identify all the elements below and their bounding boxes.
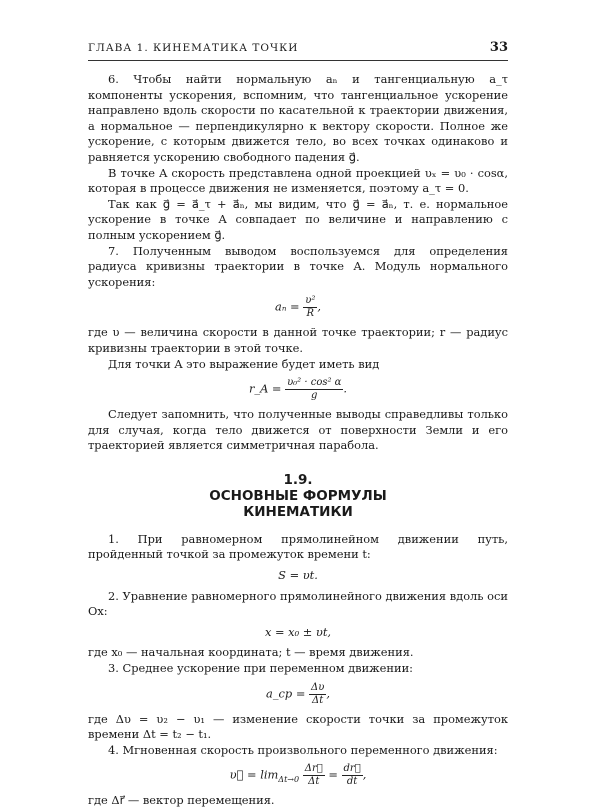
- paragraph-remember: Следует запомнить, что полученные выводы справедливы только для случая, когда тело движется от поверхности Земли и его траекторией является симметричная парабола.: [88, 407, 508, 453]
- page-header: [88, 40, 508, 60]
- page-number: 33: [489, 40, 508, 55]
- running-title: ГЛАВА 1. КИНЕМАТИКА ТОЧКИ: [88, 42, 299, 54]
- formula-vel-lhs: υ⃗ = lim: [229, 767, 279, 782]
- paragraph-7: 7. Полученным выводом воспользуемся для определения радиуса кривизны траектории в точке A. Модуль нормального ускорения:: [88, 243, 508, 289]
- section-title-line2: КИНЕМАТИКИ: [243, 503, 353, 520]
- formula-curvature-radius: r_A = $\frac{\text{υ₀² · cos² α}}{g}$ .: [248, 377, 348, 402]
- formula-coordinate: x = x₀ ± υt,: [264, 624, 332, 639]
- formula-acc-lhs: a_ср =: [266, 686, 306, 701]
- formula-item-1-text: 1. При равномерном прямолинейном движении путь, пройденный точкой за промежуток времени t:: [88, 531, 508, 562]
- section-number: 1.9.: [283, 471, 313, 488]
- formula-instant-velocity: υ⃗ = $\lim_{\Delta t\to 0}$ $\frac{\Delta r⃗}{\Delta t}$ = $\frac{dr⃗}{dt}$ ,: [229, 763, 367, 788]
- paragraph-point-a: В точке A скорость представлена одной проекцией υₓ = υ₀ · cosα, которая в процессе движения не изменяется, поэтому a_τ = 0.: [88, 165, 508, 196]
- formula-item-4-text: 4. Мгновенная скорость произвольного переменного движения:: [108, 742, 498, 757]
- formula-an-fraction: [303, 295, 317, 320]
- formula-vel-fraction-1: [303, 763, 325, 788]
- formula-vel-numerator-1: Δr⃗: [304, 763, 323, 775]
- formula-an-denominator: R: [306, 308, 315, 320]
- formula-vel-fraction-2: [342, 763, 363, 788]
- paragraph-where-v: где υ — величина скорости в данной точке траектории; r — радиус кривизны траектории в этой точке.: [88, 325, 508, 355]
- formula-ra-fraction: [285, 377, 343, 402]
- header-rule: [88, 60, 508, 61]
- paragraph-where-dr: где Δr⃗ — вектор перемещения.: [88, 793, 275, 808]
- formula-ra-lhs: r_A =: [248, 381, 282, 396]
- section-title-line1: ОСНОВНЫЕ ФОРМУЛЫ: [209, 487, 387, 504]
- formula-vel-limit-sub: Δt→0: [278, 775, 300, 785]
- formula-item-3-text: 3. Среднее ускорение при переменном движении:: [108, 661, 414, 676]
- formula-vel-denominator-1: Δt: [308, 776, 320, 788]
- formula-path: S = υt.: [278, 568, 318, 583]
- formula-an-lhs: aₙ =: [275, 299, 300, 314]
- formula-vel-denominator-2: dt: [346, 776, 358, 788]
- paragraph-where-x0: где x₀ — начальная координата; t — время движения.: [88, 645, 414, 660]
- formula-ra-denominator: g: [311, 390, 318, 402]
- paragraph-where-dv: где Δυ = υ₂ − υ₁ — изменение скорости точки за промежуток времени Δt = t₂ − t₁.: [88, 711, 508, 742]
- paragraph-since: Так как g⃗ = a⃗_τ + a⃗ₙ, мы видим, что g⃗ = a⃗ₙ, т. е. нормальное ускорение в точке A совпадает по величине и направлению с полным ускорением g⃗.: [88, 196, 508, 242]
- formula-vel-numerator-2: dr⃗: [343, 763, 361, 775]
- formula-average-acceleration: a_ср = $\frac{\Delta\upsilon}{\Delta t}$ ,: [266, 681, 330, 706]
- formula-normal-acceleration: aₙ = $\frac{\text{υ²}}{R}$ ,: [275, 295, 321, 320]
- page-body: [88, 72, 508, 809]
- section-heading: [88, 472, 508, 520]
- paragraph-6: 6. Чтобы найти нормальную aₙ и тангенциальную a_τ компоненты ускорения, вспомним, что тангенциальное ускорение направлено вдоль скорости по касательной к траектории движения, а нормальное — перпендикулярно к вектору скорости. Полное же ускорение, с которым движется тело, во всех точках одинаково и равняется ускорению свободного падения g⃗.: [88, 72, 508, 164]
- formula-an-numerator: υ²: [305, 295, 316, 307]
- formula-acc-numerator: Δυ: [311, 681, 325, 693]
- formula-acc-fraction: [309, 682, 326, 707]
- formula-acc-denominator: Δt: [312, 694, 324, 706]
- formula-ra-numerator: υ₀² · cos² α: [287, 377, 342, 389]
- paragraph-for-point-a: Для точки A это выражение будет иметь вид: [108, 356, 380, 371]
- formula-item-2-text: 2. Уравнение равномерного прямолинейного движения вдоль оси Ox:: [88, 588, 508, 619]
